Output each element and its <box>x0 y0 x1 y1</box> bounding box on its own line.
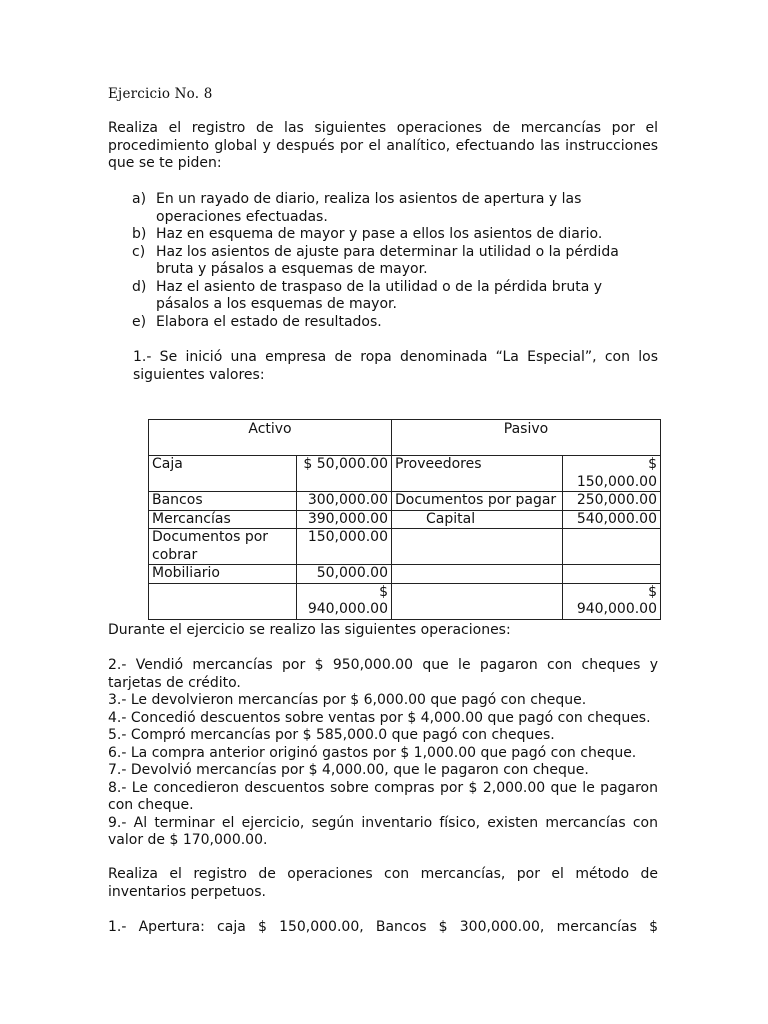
activo-label: Documentos por cobrar <box>149 529 297 565</box>
balance-row <box>149 492 661 511</box>
opening-balance-table <box>148 419 661 620</box>
instruction-item: d) Haz el asiento de traspaso de la utilidad o de la pérdida bruta y pásalos a los esquemas de mayor. <box>132 278 603 312</box>
instruction-item: e) Elabora el estado de resultados. <box>132 313 382 330</box>
activo-label: Caja <box>149 456 297 492</box>
pasivo-label: Proveedores <box>392 456 563 492</box>
activo-label: Bancos <box>149 492 297 511</box>
instruction-item: b) Haz en esquema de mayor y pase a ellos los asientos de diario. <box>132 226 603 242</box>
operation-item: 5.- Compró mercancías por $ 585,000.0 que pagó con cheques. <box>108 727 555 743</box>
pasivo-value: 540,000.00 <box>563 510 661 529</box>
total-activo: $ 940,000.00 <box>297 583 392 619</box>
total-pasivo: $ 940,000.00 <box>563 583 661 619</box>
balance-row <box>149 565 661 584</box>
activo-value: 150,000.00 <box>297 529 392 565</box>
pasivo-value: 250,000.00 <box>563 492 661 511</box>
pasivo-label: Documentos por pagar <box>392 492 563 511</box>
exercise-heading: Ejercicio No. 8 <box>108 86 213 102</box>
operation-item: 8.- Le concedieron descuentos sobre compras por $ 2,000.00 que le pagaron con cheque. <box>108 779 658 813</box>
instructions-list <box>108 191 658 331</box>
activo-value: $ 50,000.00 <box>297 456 392 492</box>
instruction-item: c) Haz los asientos de ajuste para determinar la utilidad o la pérdida bruta y pásalos a esquemas de mayor. <box>132 243 619 277</box>
pasivo-value <box>563 565 661 584</box>
balance-row <box>149 456 661 492</box>
pasivo-header: Pasivo <box>392 420 661 456</box>
pasivo-label <box>392 565 563 584</box>
operation-item: 2.- Vendió mercancías por $ 950,000.00 que le pagaron con cheques y tarjetas de crédito. <box>108 657 658 691</box>
operation-item: 6.- La compra anterior originó gastos por $ 1,000.00 que pagó con cheque. <box>108 744 637 761</box>
operation-item: 7.- Devolvió mercancías por $ 4,000.00, que le pagaron con cheque. <box>108 762 589 778</box>
intro-paragraph: Realiza el registro de las siguientes operaciones de mercancías por el procedimiento global y después por el analítico, efectuando las instrucciones que se te piden: <box>108 120 658 171</box>
operation-1-paragraph: 1.- Se inició una empresa de ropa denominada “La Especial”, con los siguientes valores: <box>133 349 658 383</box>
operation-item: 9.- Al terminar el ejercicio, según inventario físico, existen mercancías con valor de $ 170,000.00. <box>108 814 658 848</box>
activo-header: Activo <box>149 420 392 456</box>
opening-line: 1.- Apertura: caja $ 150,000.00, Bancos $ 300,000.00, mercancías $ <box>108 919 658 935</box>
balance-header-row <box>149 420 661 456</box>
balance-row <box>149 510 661 529</box>
operations-list <box>108 657 658 850</box>
activo-value: 390,000.00 <box>297 510 392 529</box>
balance-row <box>149 529 661 565</box>
perpetual-paragraph: Realiza el registro de operaciones con mercancías, por el método de inventarios perpetuos. <box>108 866 658 900</box>
pasivo-value: $ 150,000.00 <box>563 456 661 492</box>
instruction-item: a) En un rayado de diario, realiza los asientos de apertura y las operaciones efectuadas. <box>132 191 582 225</box>
activo-value: 300,000.00 <box>297 492 392 511</box>
balance-total-row <box>149 583 661 619</box>
pasivo-label <box>392 529 563 565</box>
pasivo-value <box>563 529 661 565</box>
activo-label: Mobiliario <box>149 565 297 584</box>
activo-value: 50,000.00 <box>297 565 392 584</box>
pasivo-label: Capital <box>392 510 563 529</box>
operation-item: 4.- Concedió descuentos sobre ventas por $ 4,000.00 que pagó con cheques. <box>108 709 651 726</box>
operation-item: 3.- Le devolvieron mercancías por $ 6,000.00 que pagó con cheque. <box>108 692 587 708</box>
activo-label: Mercancías <box>149 510 297 529</box>
during-paragraph: Durante el ejercicio se realizo las siguientes operaciones: <box>108 622 511 638</box>
